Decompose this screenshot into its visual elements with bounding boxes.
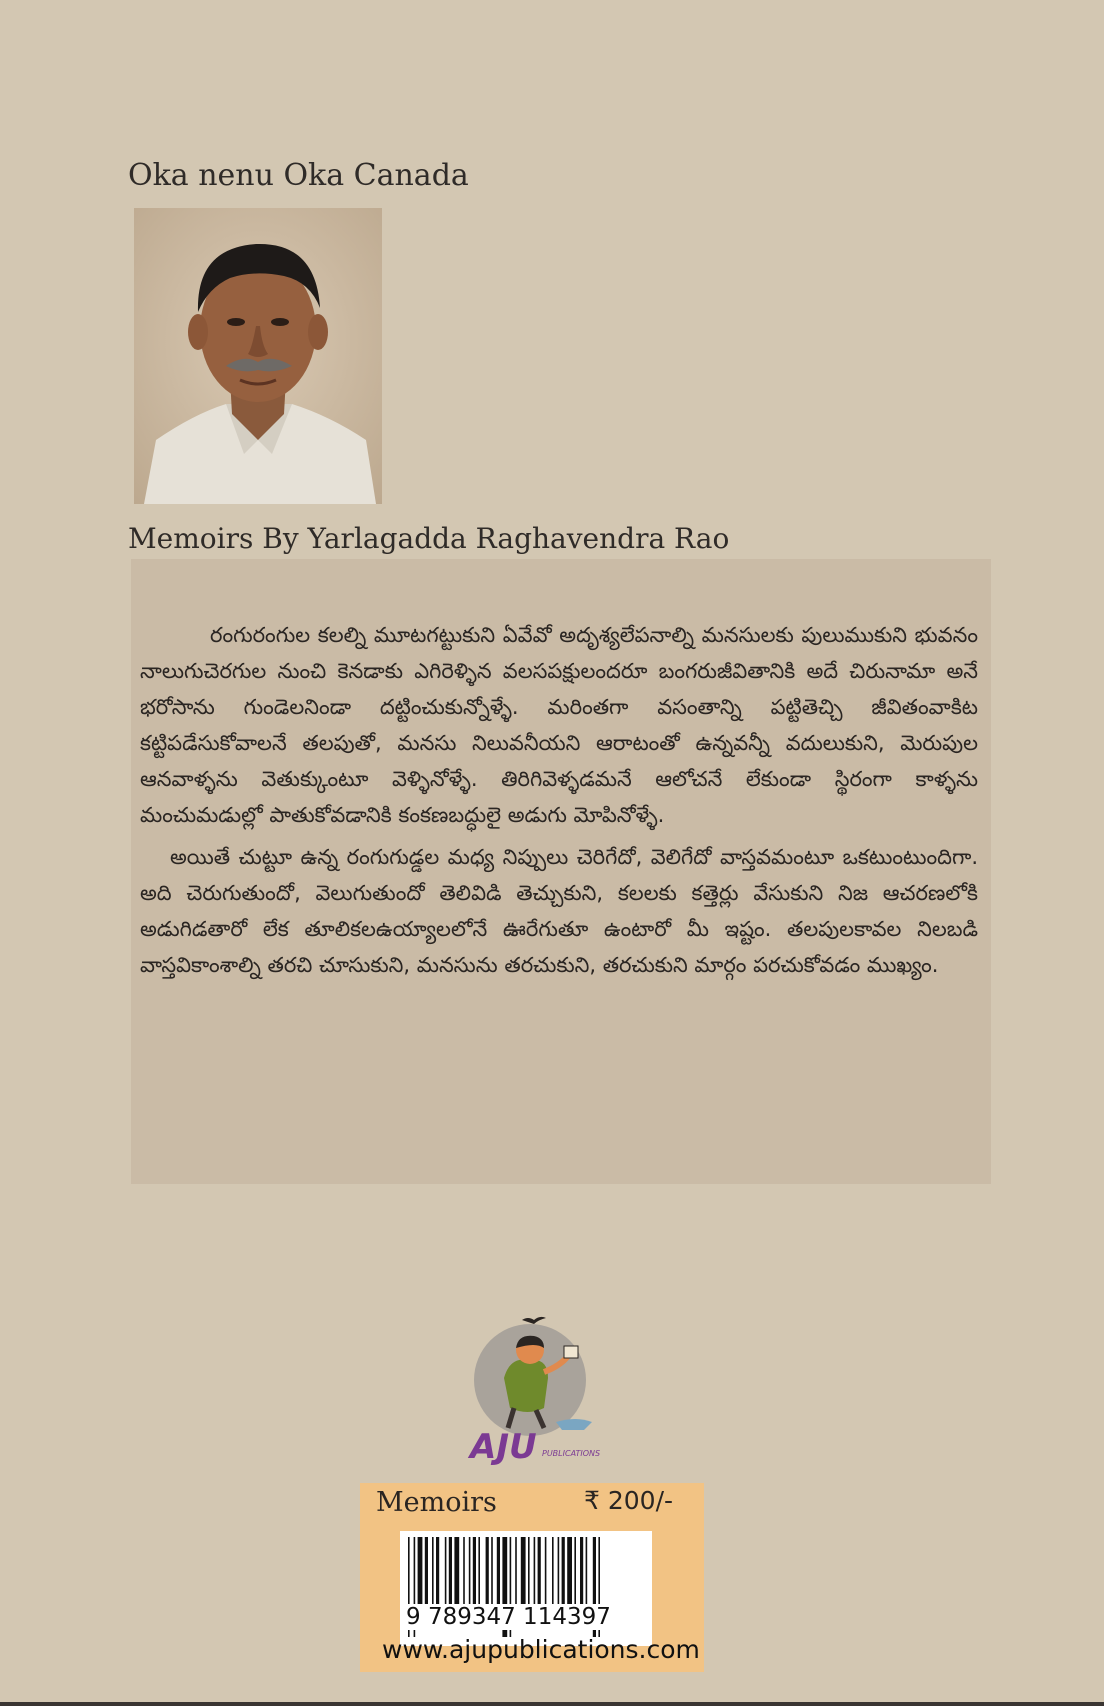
isbn-number: 9 789347 114397	[406, 1604, 611, 1630]
publisher-website: www.ajupublications.com	[382, 1635, 700, 1664]
logo-subtext: PUBLICATIONS	[542, 1449, 601, 1458]
author-photo	[134, 208, 382, 504]
author-byline: Memoirs By Yarlagadda Raghavendra Rao	[128, 522, 730, 555]
price-label: ₹ 200/-	[584, 1486, 674, 1515]
blurb-paragraph: అయితే చుట్టూ ఉన్న రంగుగుడ్డల మధ్య నిప్పులు చెరిగేదో, వెలిగేదో వాస్తవమంటూ ఒకటుంటుందిగా. అది చెరుగుతుందో, వెలుగుతుందో తెలివిడి తెచ్చుకుని, కలలకు కత్తెర్లు వేసుకుని నిజ ఆచరణలోకి అడుగిడతారో లేక తూలికలఉయ్యాలలోనే ఊరేగుతూ ఉంటారో మీ ఇష్టం. తలపులకావల నిలబడి వాస్తవికాంశాల్ని తరచి చూసుకుని, మనసును తరచుకుని, తరచుకుని మార్గం పరచుకోవడం ముఖ్యం.	[140, 845, 978, 977]
aju-publications-logo	[464, 1312, 604, 1472]
book-title: Oka nenu Oka Canada	[128, 158, 469, 193]
bottom-rule	[0, 1702, 1104, 1706]
genre-label: Memoirs	[376, 1487, 497, 1518]
blurb-paragraph: రంగురంగుల కలల్ని మూటగట్టుకుని ఏవేవో అదృశ్యలేపనాల్ని మనసులకు పులుముకుని భువనం నాలుగుచెరగుల నుంచి కెనడాకు ఎగిరెళ్ళిన వలసపక్షులందరూ బంగరుజీవితానికి అదే చిరునామా అనే భరోసాను గుండెలనిండా దట్టించుకున్నోళ్ళే. మరింతగా వసంతాన్ని పట్టితెచ్చి జీవితంవాకిట కట్టిపడేసుకోవాలనే తలపుతో, మనసు నిలువనీయని ఆరాటంతో ఉన్నవన్నీ వదులుకుని, మెరుపుల ఆనవాళ్ళను వెతుక్కుంటూ వెళ్ళినోళ్ళే. తిరిగివెళ్ళడమనే ఆలోచనే లేకుండా స్థిరంగా కాళ్ళను మంచుమడుల్లో పాతుకోవడానికి కంకణబద్ధులై అడుగు మోపినోళ్ళే.	[140, 623, 978, 827]
logo-letters: AJU	[470, 1427, 537, 1467]
price-panel	[360, 1483, 704, 1672]
blurb-text	[140, 617, 978, 989]
